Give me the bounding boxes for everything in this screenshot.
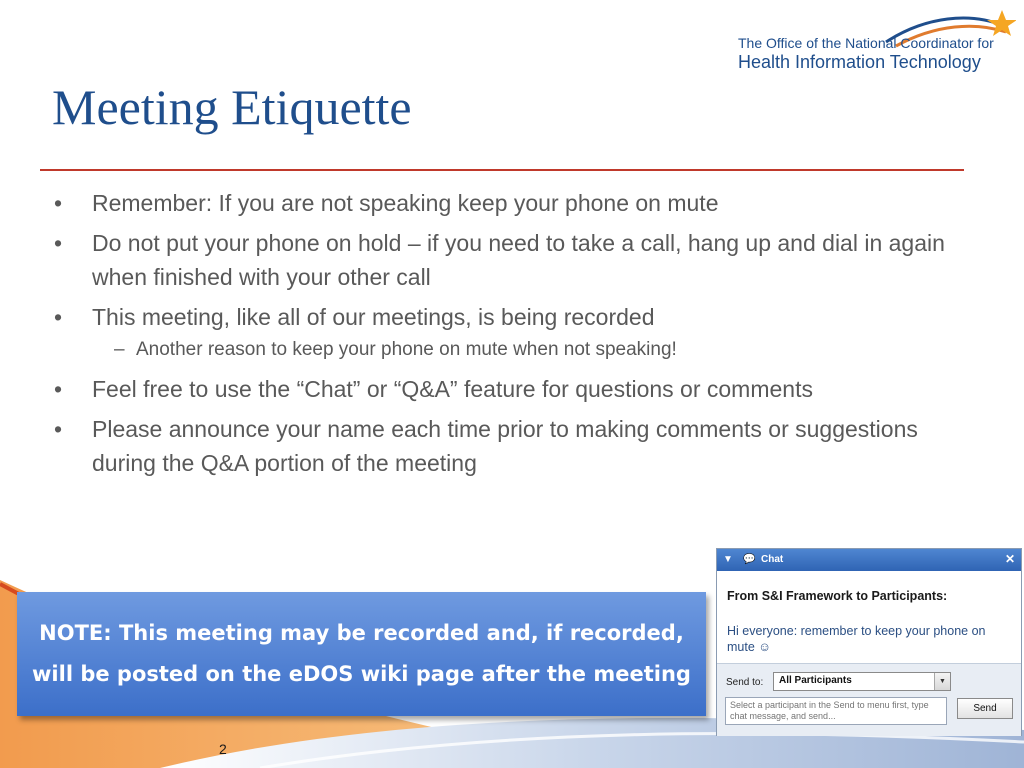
slide-title: Meeting Etiquette [52,79,412,135]
send-button[interactable]: Send [957,698,1013,719]
collapse-triangle-icon[interactable]: ▼ [723,554,733,565]
bullet-text: Feel free to use the “Chat” or “Q&A” feature for questions or comments [92,376,813,402]
chevron-down-icon[interactable]: ▼ [934,673,950,690]
title-divider [40,169,964,171]
bullet-dot: • [54,416,63,442]
send-to-select[interactable] [773,672,951,691]
logo-line2: Health Information Technology [738,52,981,72]
onc-logo [736,8,1016,78]
bullet-item [54,300,964,334]
chat-bubble-icon: 💬 [743,554,756,565]
bullet-list [54,186,964,486]
slide-number: 2 [219,741,227,757]
sub-bullet-dash: – [114,339,125,360]
bullet-text: This meeting, like all of our meetings, is being recorded [92,304,655,330]
chat-controls [717,663,1021,736]
chat-messages [717,571,1021,663]
chat-message-sender: From S&I Framework to Participants: [727,589,948,603]
bullet-dot: • [54,304,63,330]
bullet-dot: • [54,190,63,216]
chat-message-text: Hi everyone: remember to keep your phone on mute ☺ [727,624,986,654]
bullet-dot: • [54,376,63,402]
sub-bullet-item [54,336,964,364]
bullet-item [54,226,964,294]
chat-title: Chat [761,554,784,565]
send-to-label: Send to: [726,677,764,688]
bullet-item [54,372,964,406]
recording-note-box: NOTE: This meeting may be recorded and, if recorded, will be posted on the eDOS wiki page after the meeting [17,592,706,716]
bullet-text: Do not put your phone on hold – if you need to take a call, hang up and dial in again when finished with your other call [92,230,945,290]
bullet-text: Remember: If you are not speaking keep your phone on mute [92,190,719,216]
send-to-value: All Participants [779,675,852,686]
bullet-item [54,412,964,480]
bullet-item [54,186,964,220]
chat-header [717,549,1021,571]
bullet-text: Please announce your name each time prior to making comments or suggestions during the Q&A portion of the meeting [92,416,918,476]
close-icon[interactable]: ✕ [1004,552,1015,566]
bullet-dot: • [54,230,63,256]
logo-line1: The Office of the National Coordinator for [738,35,994,51]
chat-message-input[interactable] [725,697,947,725]
sub-bullet-text: Another reason to keep your phone on mute when not speaking! [136,339,677,360]
chat-panel [716,548,1022,736]
